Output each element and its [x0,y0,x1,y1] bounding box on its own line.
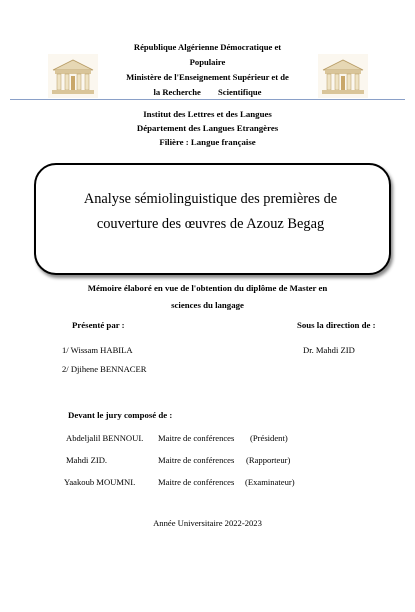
memoire-line: Mémoire élaboré en vue de l'obtention du diplôme de Master en [87,283,328,293]
memoire-statement [55,280,360,314]
jury-label: Devant le jury composé de : [68,410,173,420]
presented-label: Présenté par : [72,320,125,330]
header-line: Ministère de l'Enseignement Supérieur et de [126,72,289,82]
jury-member-role: (Examinateur) [245,477,295,487]
header-line: la Recherche Scientifique [153,87,262,97]
university-logo-left [48,54,98,98]
student-name: 2/ Djihene BENNACER [62,364,147,374]
jury-member-grade: Maitre de conférences [158,433,235,443]
institution-line: Filière : Langue française [159,137,256,147]
institution-line: Institut des Lettres et des Langues [143,109,272,119]
thesis-title [48,187,373,237]
ministry-header [95,40,320,100]
direction-label: Sous la direction de : [297,320,376,330]
header-divider [10,99,405,100]
institution-block [95,107,320,149]
memoire-line: sciences du langage [171,300,244,310]
jury-member-name: Abdeljalil BENNOUI. [66,433,144,443]
institution-line: Département des Langues Etrangères [136,123,279,133]
jury-member-grade: Maitre de conférences [158,455,235,465]
header-line: Populaire [189,57,226,67]
title-line: couverture des œuvres de Azouz Begag [96,216,325,232]
header-line: République Algérienne Démocratique et [133,42,282,52]
jury-member-name: Yaakoub MOUMNI. [64,477,136,487]
jury-member-name: Mahdi ZID. [66,455,108,465]
supervisor-name: Dr. Mahdi ZID [303,345,355,355]
jury-member-role: (Rapporteur) [246,455,291,465]
jury-member-role: (Président) [250,433,288,443]
university-logo-right [318,54,368,98]
title-line: Analyse sémiolinguistique des premières de [83,191,338,207]
student-name: 1/ Wissam HABILA [62,345,133,355]
jury-member-grade: Maitre de conférences [158,477,235,487]
academic-year: Année Universitaire 2022-2023 [153,518,262,528]
